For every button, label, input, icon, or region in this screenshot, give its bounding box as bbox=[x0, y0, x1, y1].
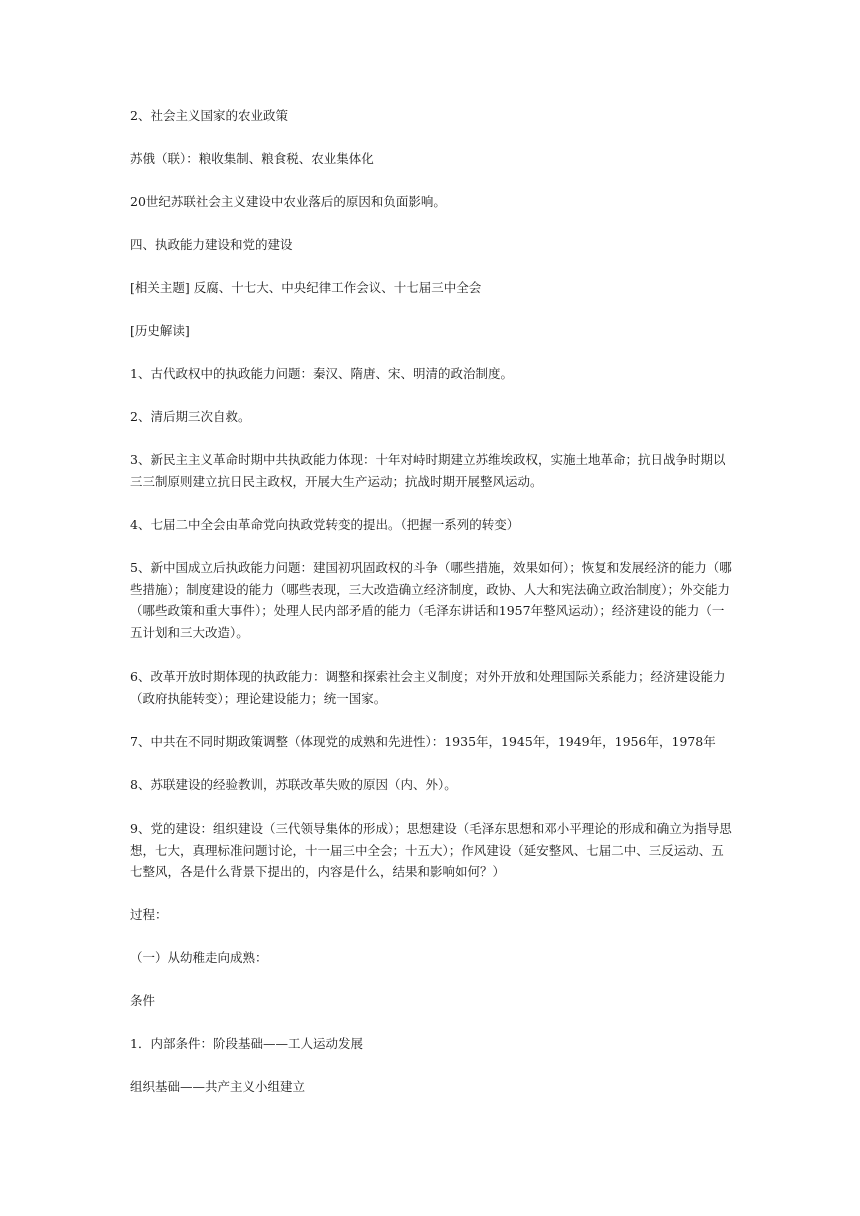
paragraph-heading-governance: 四、执政能力建设和党的建设 bbox=[130, 237, 293, 252]
paragraph-organization-basis: 组织基础——共产主义小组建立 bbox=[130, 1079, 306, 1094]
paragraph-item-1: 1、古代政权中的执政能力问题：秦汉、隋唐、宋、明清的政治制度。 bbox=[130, 366, 513, 381]
paragraph-heading-agri-policy: 2、社会主义国家的农业政策 bbox=[130, 108, 288, 123]
paragraph-process: 过程： bbox=[130, 907, 168, 922]
paragraph-conditions: 条件 bbox=[130, 993, 156, 1008]
paragraph-item-9: 9、党的建设：组织建设（三代领导集体的形成）；思想建设（毛泽东思想和邓小平理论的形成和确立为指导思想，七大，真理标准问题讨论，十一届三中全会；十五大）；作风建设（延安整风、七届二中、三反运动、五七整风，各是什么背景下提出的，内容是什么，结果和影响如何？） bbox=[130, 821, 732, 879]
paragraph-related-topics: [相关主题] 反腐、十七大、中央纪律工作会议、十七届三中全会 bbox=[130, 280, 482, 295]
paragraph-soviet-policy: 苏俄（联）：粮收集制、粮食税、农业集体化 bbox=[130, 151, 374, 166]
paragraph-item-7: 7、中共在不同时期政策调整（体现党的成熟和先进性）：1935年，1945年，1949年，1956年，1978年 bbox=[130, 734, 716, 749]
paragraph-internal-conditions: 1．内部条件：阶段基础——工人运动发展 bbox=[130, 1036, 363, 1051]
paragraph-agri-backward: 20世纪苏联社会主义建设中农业落后的原因和负面影响。 bbox=[130, 194, 446, 209]
paragraph-item-3: 3、新民主主义革命时期中共执政能力体现：十年对峙时期建立苏维埃政权，实施土地革命；抗日战争时期以三三制原则建立抗日民主政权，开展大生产运动；抗战时期开展整风运动。 bbox=[130, 452, 726, 489]
paragraph-item-6: 6、改革开放时期体现的执政能力：调整和探索社会主义制度；对外开放和处理国际关系能力；经济建设能力（政府执能转变）；理论建设能力；统一国家。 bbox=[130, 669, 726, 706]
paragraph-item-5: 5、新中国成立后执政能力问题：建国初巩固政权的斗争（哪些措施，效果如何）；恢复和发展经济的能力（哪些措施）；制度建设的能力（哪些表现，三大改造确立经济制度，政协、人大和宪法确立政治制度）；外交能力（哪些政策和重大事件）；处理人民内部矛盾的能力（毛泽东讲话和1957年整风运动）；经济建设的能力（一五计划和三大改造）。 bbox=[130, 560, 732, 640]
paragraph-history-reading: [历史解读] bbox=[130, 323, 190, 338]
paragraph-item-4: 4、七届二中全会由革命党向执政党转变的提出。（把握一系列的转变） bbox=[130, 517, 520, 532]
paragraph-section-one: （一）从幼稚走向成熟： bbox=[130, 950, 268, 965]
paragraph-item-8: 8、苏联建设的经验教训，苏联改革失败的原因（内、外）。 bbox=[130, 777, 457, 792]
paragraph-item-2: 2、清后期三次自救。 bbox=[130, 409, 251, 424]
